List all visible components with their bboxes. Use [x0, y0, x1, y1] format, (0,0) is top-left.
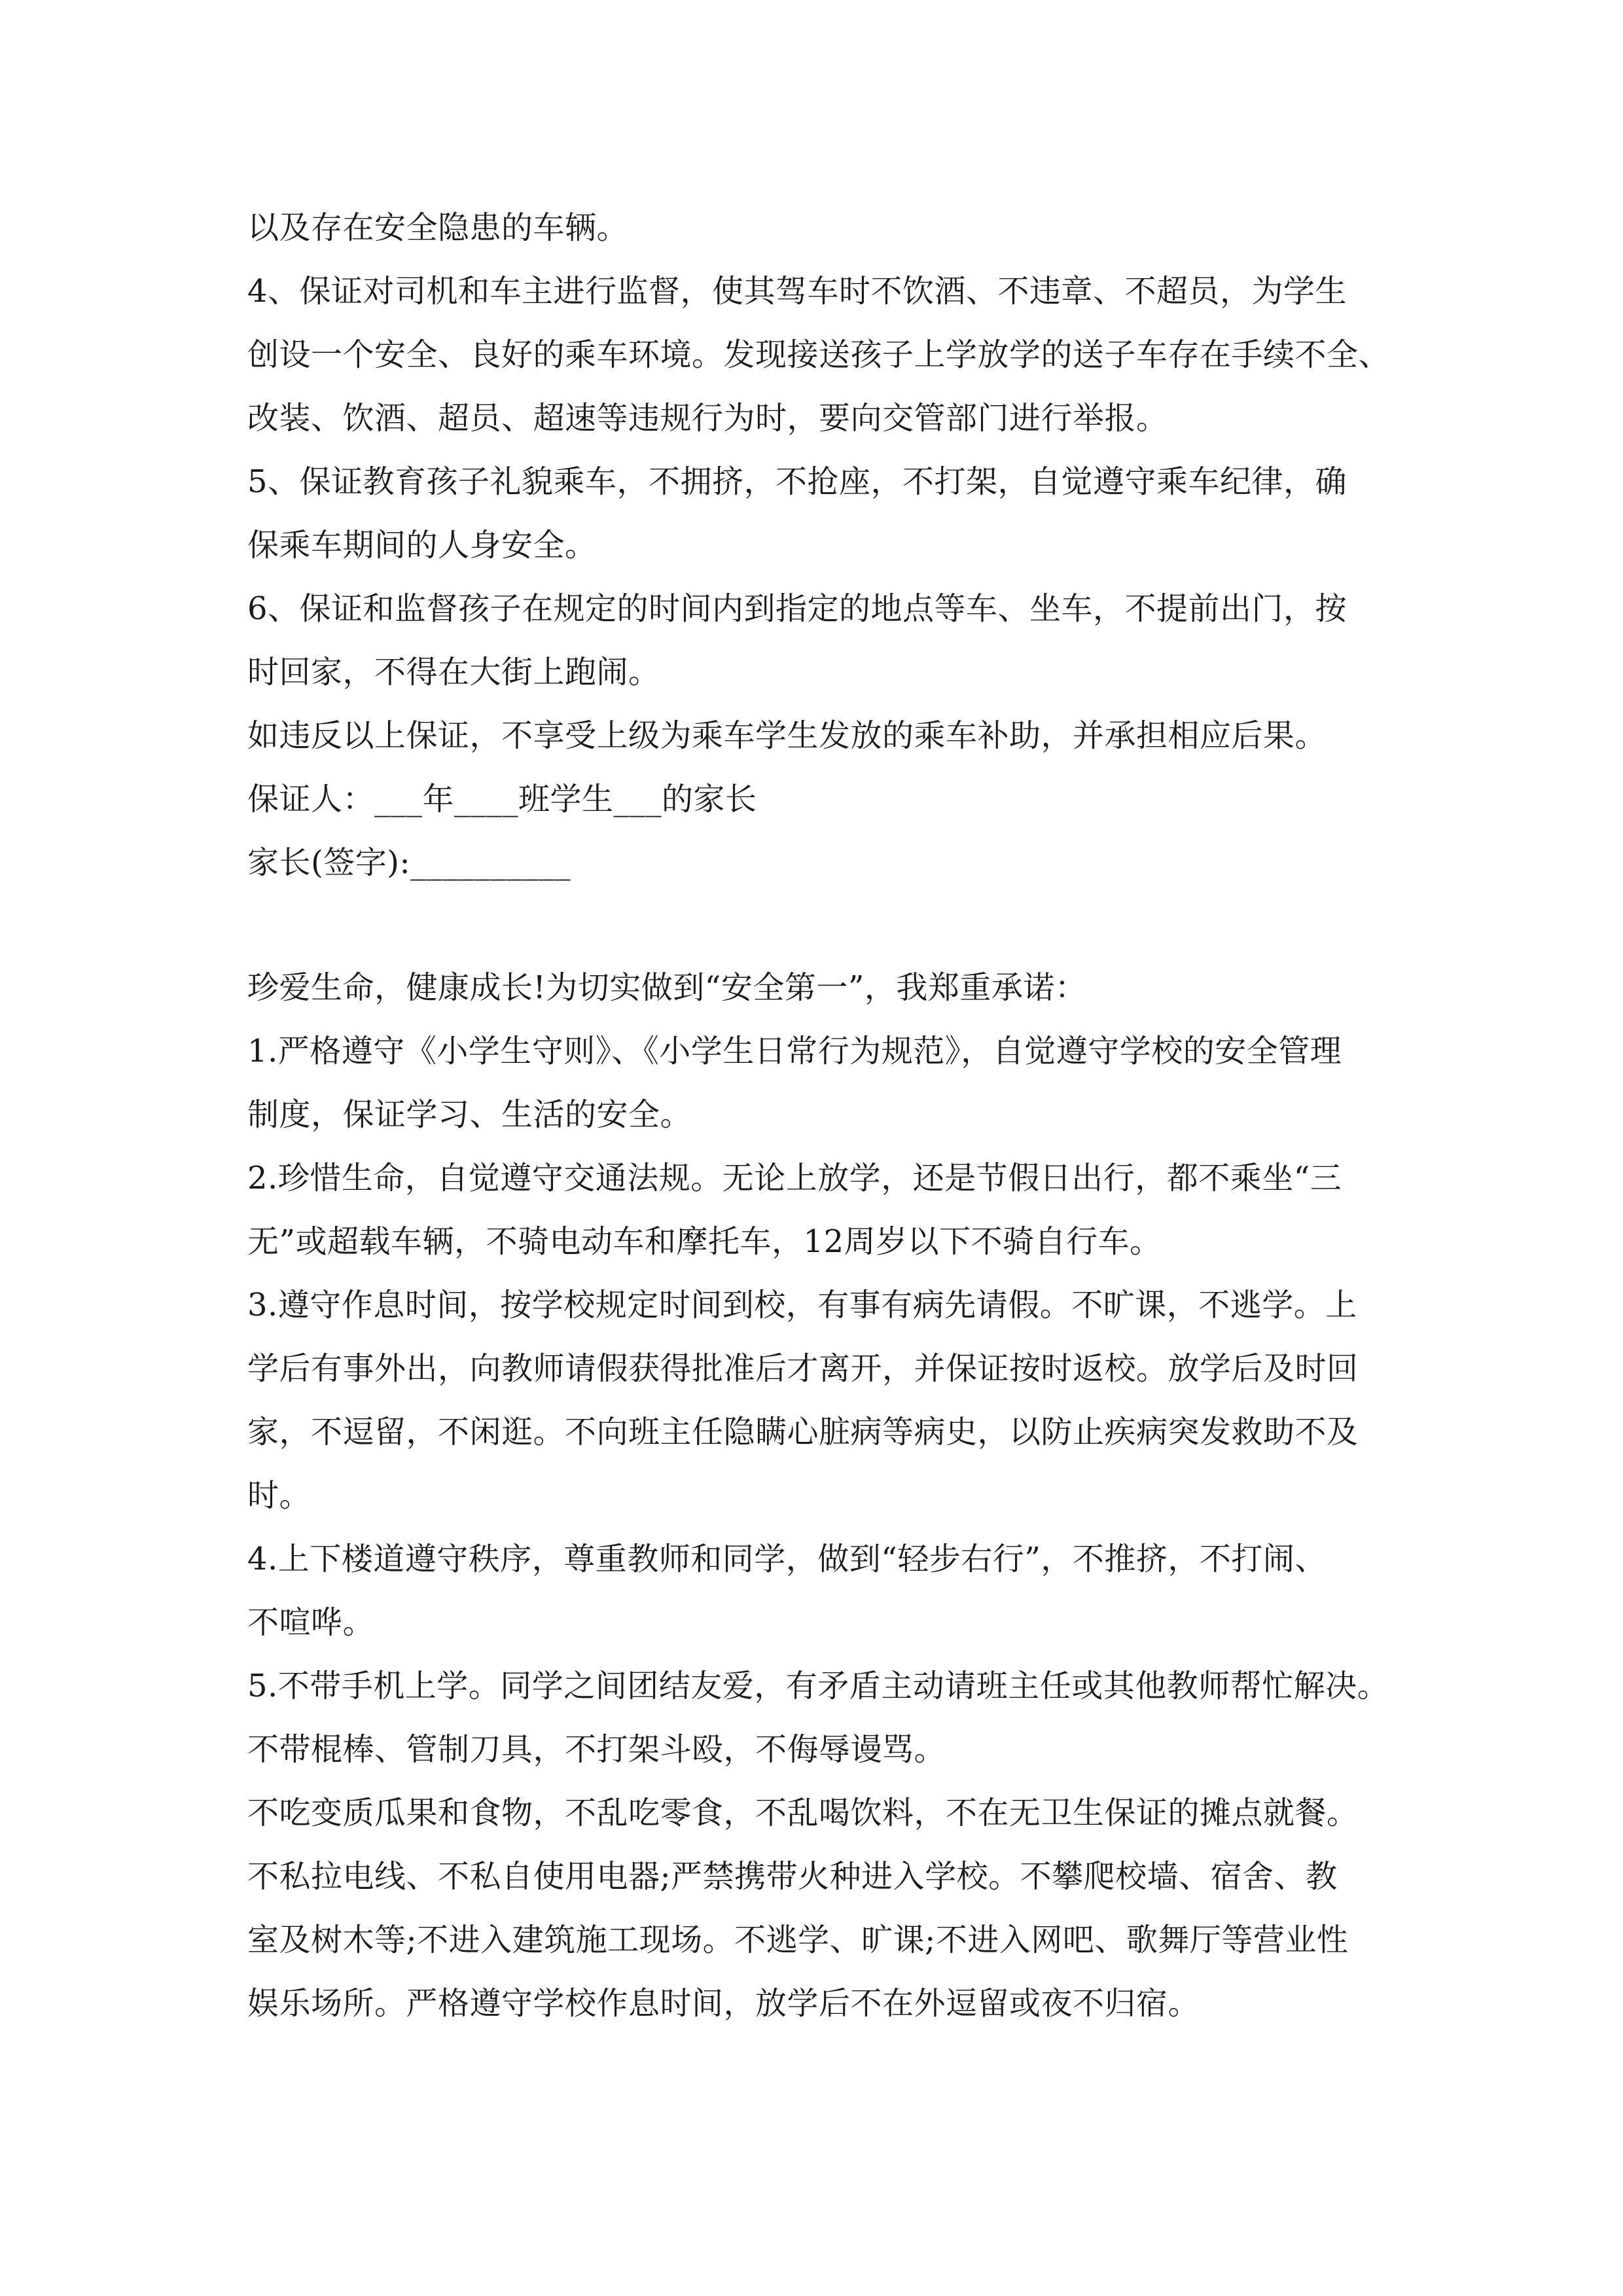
- text-line: 娱乐场所。严格遵守学校作息时间，放学后不在外逗留或夜不归宿。: [247, 1985, 1200, 2022]
- section-gap: [247, 895, 1386, 956]
- text-line: 保乘车期间的人身安全。: [247, 527, 597, 564]
- text-line: 4.上下楼道遵守秩序，尊重教师和同学，做到“轻步右行”，不推挤，不打闹、: [247, 1541, 1327, 1577]
- text-line: 不吃变质瓜果和食物，不乱吃零食，不乱喝饮料，不在无卫生保证的摊点就餐。: [247, 1795, 1359, 1831]
- text-line: 不喧哗。: [247, 1604, 375, 1641]
- text-line: 制度，保证学习、生活的安全。: [247, 1096, 692, 1133]
- text-line: 学后有事外出，向教师请假获得批准后才离开，并保证按时返校。放学后及时回: [247, 1350, 1359, 1387]
- text-line: 时。: [247, 1477, 312, 1514]
- text-line: 5.不带手机上学。同学之间团结友爱，有矛盾主动请班主任或其他教师帮忙解决。: [247, 1668, 1389, 1704]
- text-line: 不私拉电线、不私自使用电器;严禁携带火种进入学校。不攀爬校墙、宿舍、教: [247, 1858, 1338, 1895]
- text-line: 如违反以上保证，不享受上级为乘车学生发放的乘车补助，并承担相应后果。: [247, 717, 1327, 754]
- text-line: 创设一个安全、良好的乘车环境。发现接送孩子上学放学的送子车存在手续不全、: [247, 336, 1391, 373]
- guarantor-line: 保证人：___年____班学生___的家长: [247, 781, 757, 817]
- text-line: 6、保证和监督孩子在规定的时间内到指定的地点等车、坐车，不提前出门，按: [247, 590, 1347, 627]
- text-line: 以及存在安全隐患的车辆。: [247, 209, 629, 246]
- text-line: 改装、饮酒、超员、超速等违规行为时，要向交管部门进行举报。: [247, 400, 1168, 437]
- section-bus-safety-guarantee: [247, 196, 1391, 895]
- parent-signature-line: 家长(签字):__________: [247, 844, 571, 881]
- document-body: [247, 196, 1391, 2036]
- text-line: 无”或超载车辆，不骑电动车和摩托车，12周岁以下不骑自行车。: [247, 1223, 1162, 1260]
- text-line: 5、保证教育孩子礼貌乘车，不拥挤，不抢座，不打架，自觉遵守乘车纪律，确: [247, 463, 1347, 500]
- text-line: 家，不逗留，不闲逛。不向班主任隐瞒心脏病等病史，以防止疾病突发救助不及: [247, 1414, 1359, 1450]
- text-line: 4、保证对司机和车主进行监督，使其驾车时不饮酒、不违章、不超员，为学生: [247, 273, 1347, 310]
- text-line: 时回家，不得在大街上跑闹。: [247, 654, 660, 691]
- text-line: 1.严格遵守《小学生守则》、《小学生日常行为规范》，自觉遵守学校的安全管理: [247, 1033, 1342, 1069]
- text-line: 2.珍惜生命，自觉遵守交通法规。无论上放学，还是节假日出行，都不乘坐“三: [247, 1160, 1342, 1196]
- text-line: 3.遵守作息时间，按学校规定时间到校，有事有病先请假。不旷课，不逃学。上: [247, 1287, 1357, 1323]
- text-line: 不带棍棒、管制刀具，不打架斗殴，不侮辱谩骂。: [247, 1731, 946, 1768]
- pledge-intro: 珍爱生命，健康成长!为切实做到“安全第一”，我郑重承诺：: [247, 969, 1087, 1006]
- section-safety-pledge: [247, 956, 1389, 2036]
- text-line: 室及树木等;不进入建筑施工现场。不逃学、旷课;不进入网吧、歌舞厅等营业性: [247, 1922, 1349, 1958]
